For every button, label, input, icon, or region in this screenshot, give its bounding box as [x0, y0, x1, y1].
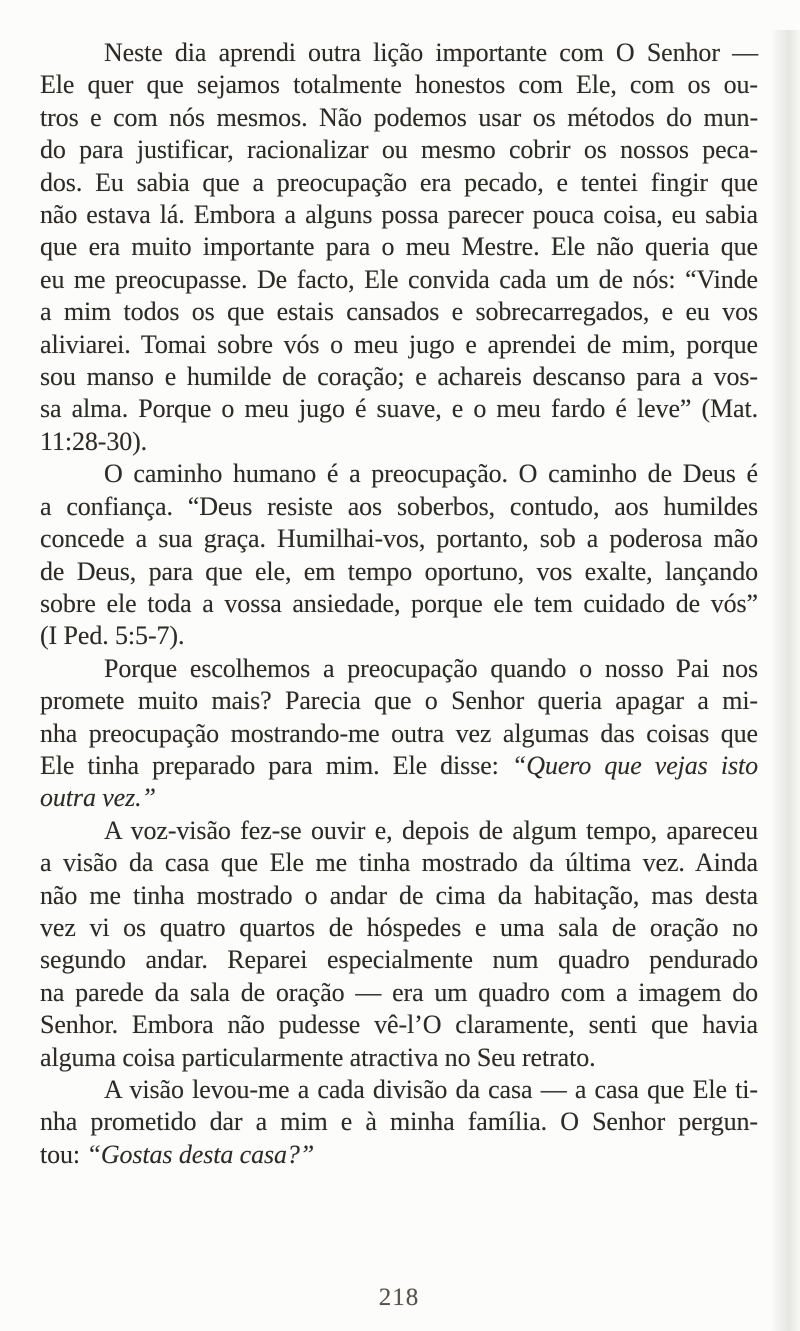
text-line	[40, 685, 758, 717]
text-line	[40, 880, 758, 912]
text-line	[40, 815, 758, 847]
text-segment: não me tinha mostrado o andar de cima da habitação, mas desta	[40, 880, 758, 910]
text-segment: Ele quer que sejamos totalmente honestos com Ele, com os ou-	[40, 70, 758, 100]
paragraph	[40, 37, 758, 458]
text-segment: tros e com nós mesmos. Não podemos usar os métodos do mun-	[40, 102, 758, 132]
text-line	[40, 588, 758, 620]
text-line	[40, 977, 758, 1009]
text-segment: O caminho humano é a preocupação. O caminho de Deus é	[104, 459, 758, 489]
text-segment: alguma coisa particularmente atractiva no Seu retrato.	[40, 1042, 596, 1072]
text-segment: Neste dia aprendi outra lição importante com O Senhor —	[104, 38, 758, 67]
text-segment: a visão da casa que Ele me tinha mostrado da última vez. Ainda	[40, 848, 758, 878]
text-line	[40, 69, 758, 101]
scan-edge-shadow	[770, 30, 800, 1331]
text-line	[40, 231, 758, 263]
text-line	[40, 393, 758, 425]
text-segment: A visão levou-me a cada divisão da casa — a casa que Ele ti-	[104, 1075, 758, 1104]
text-segment: segundo andar. Reparei especialmente num quadro pendurado	[40, 945, 758, 975]
text-line	[40, 361, 758, 393]
text-line	[40, 782, 758, 814]
text-line	[40, 1042, 758, 1074]
text-line	[40, 1106, 758, 1138]
paragraph	[40, 1074, 758, 1171]
text-line	[40, 37, 758, 69]
italic-text: “Quero que vejas isto	[511, 750, 758, 780]
text-segment: (I Ped. 5:5-7).	[40, 621, 185, 651]
text-line	[40, 1139, 758, 1171]
text-segment: nha preocupação mostrando-me outra vez algumas das coisas que	[40, 718, 758, 748]
text-segment: aliviarei. Tomai sobre vós o meu jugo e aprendei de mim, porque	[40, 329, 758, 359]
paragraph	[40, 653, 758, 815]
text-line	[40, 199, 758, 231]
text-line	[40, 523, 758, 555]
text-line	[40, 264, 758, 296]
text-segment: eu me preocupasse. De facto, Ele convida cada um de nós: “Vinde	[40, 264, 758, 294]
text-line	[40, 620, 758, 652]
text-segment: sa alma. Porque o meu jugo é suave, e o meu fardo é leve” (Mat.	[40, 394, 758, 424]
text-segment: que era muito importante para o meu Mestre. Ele não queria que	[40, 232, 758, 262]
text-segment: concede a sua graça. Humilhai-vos, portanto, sob a poderosa mão	[40, 524, 758, 554]
text-segment: Ele tinha preparado para mim. Ele disse:	[40, 750, 512, 780]
text-line	[40, 458, 758, 490]
text-segment: Senhor. Embora não pudesse vê-l’O claramente, senti que havia	[40, 1010, 758, 1040]
text-segment: do para justificar, racionalizar ou mesmo cobrir os nossos peca-	[40, 135, 758, 165]
text-line	[40, 556, 758, 588]
text-line	[40, 750, 758, 782]
page-number: 218	[378, 1284, 420, 1311]
text-segment: dos. Eu sabia que a preocupação era pecado, e tentei fingir que	[40, 167, 758, 197]
text-segment: nha prometido dar a mim e à minha família. O Senhor pergun-	[40, 1107, 758, 1137]
text-segment: não estava lá. Embora a alguns possa parecer pouca coisa, eu sabia	[40, 200, 758, 230]
text-line	[40, 944, 758, 976]
text-line	[40, 426, 758, 458]
text-segment: promete muito mais? Parecia que o Senhor queria apagar a mi-	[40, 686, 758, 716]
text-segment: tou:	[40, 1139, 87, 1169]
text-line	[40, 167, 758, 199]
text-line	[40, 1074, 758, 1106]
text-segment: na parede da sala de oração — era um quadro com a imagem do	[40, 977, 758, 1007]
text-block	[40, 37, 758, 1171]
text-line	[40, 653, 758, 685]
text-line	[40, 102, 758, 134]
text-line	[40, 329, 758, 361]
text-segment: a mim todos os que estais cansados e sobrecarregados, e eu vos	[40, 297, 758, 327]
text-segment: A voz-visão fez-se ouvir e, depois de algum tempo, apareceu	[104, 815, 758, 845]
text-line	[40, 491, 758, 523]
text-segment: a confiança. “Deus resiste aos soberbos, contudo, aos humildes	[40, 491, 758, 521]
text-line	[40, 912, 758, 944]
italic-text: “Gostas desta casa?”	[86, 1139, 315, 1169]
text-segment: de Deus, para que ele, em tempo oportuno, vos exalte, lançando	[40, 556, 758, 586]
text-segment: sobre ele toda a vossa ansiedade, porque ele tem cuidado de vós”	[40, 588, 758, 618]
text-line	[40, 134, 758, 166]
paragraph	[40, 458, 758, 652]
text-line	[40, 718, 758, 750]
text-line	[40, 296, 758, 328]
italic-text: outra vez.”	[40, 783, 156, 813]
paragraph	[40, 815, 758, 1074]
text-line	[40, 1009, 758, 1041]
text-segment: Porque escolhemos a preocupação quando o nosso Pai nos	[104, 653, 758, 683]
text-segment: 11:28-30).	[40, 426, 148, 456]
text-segment: sou manso e humilde de coração; e achareis descanso para a vos-	[40, 362, 758, 392]
text-segment: vez vi os quatro quartos de hóspedes e uma sala de oração no	[40, 912, 758, 942]
text-line	[40, 847, 758, 879]
